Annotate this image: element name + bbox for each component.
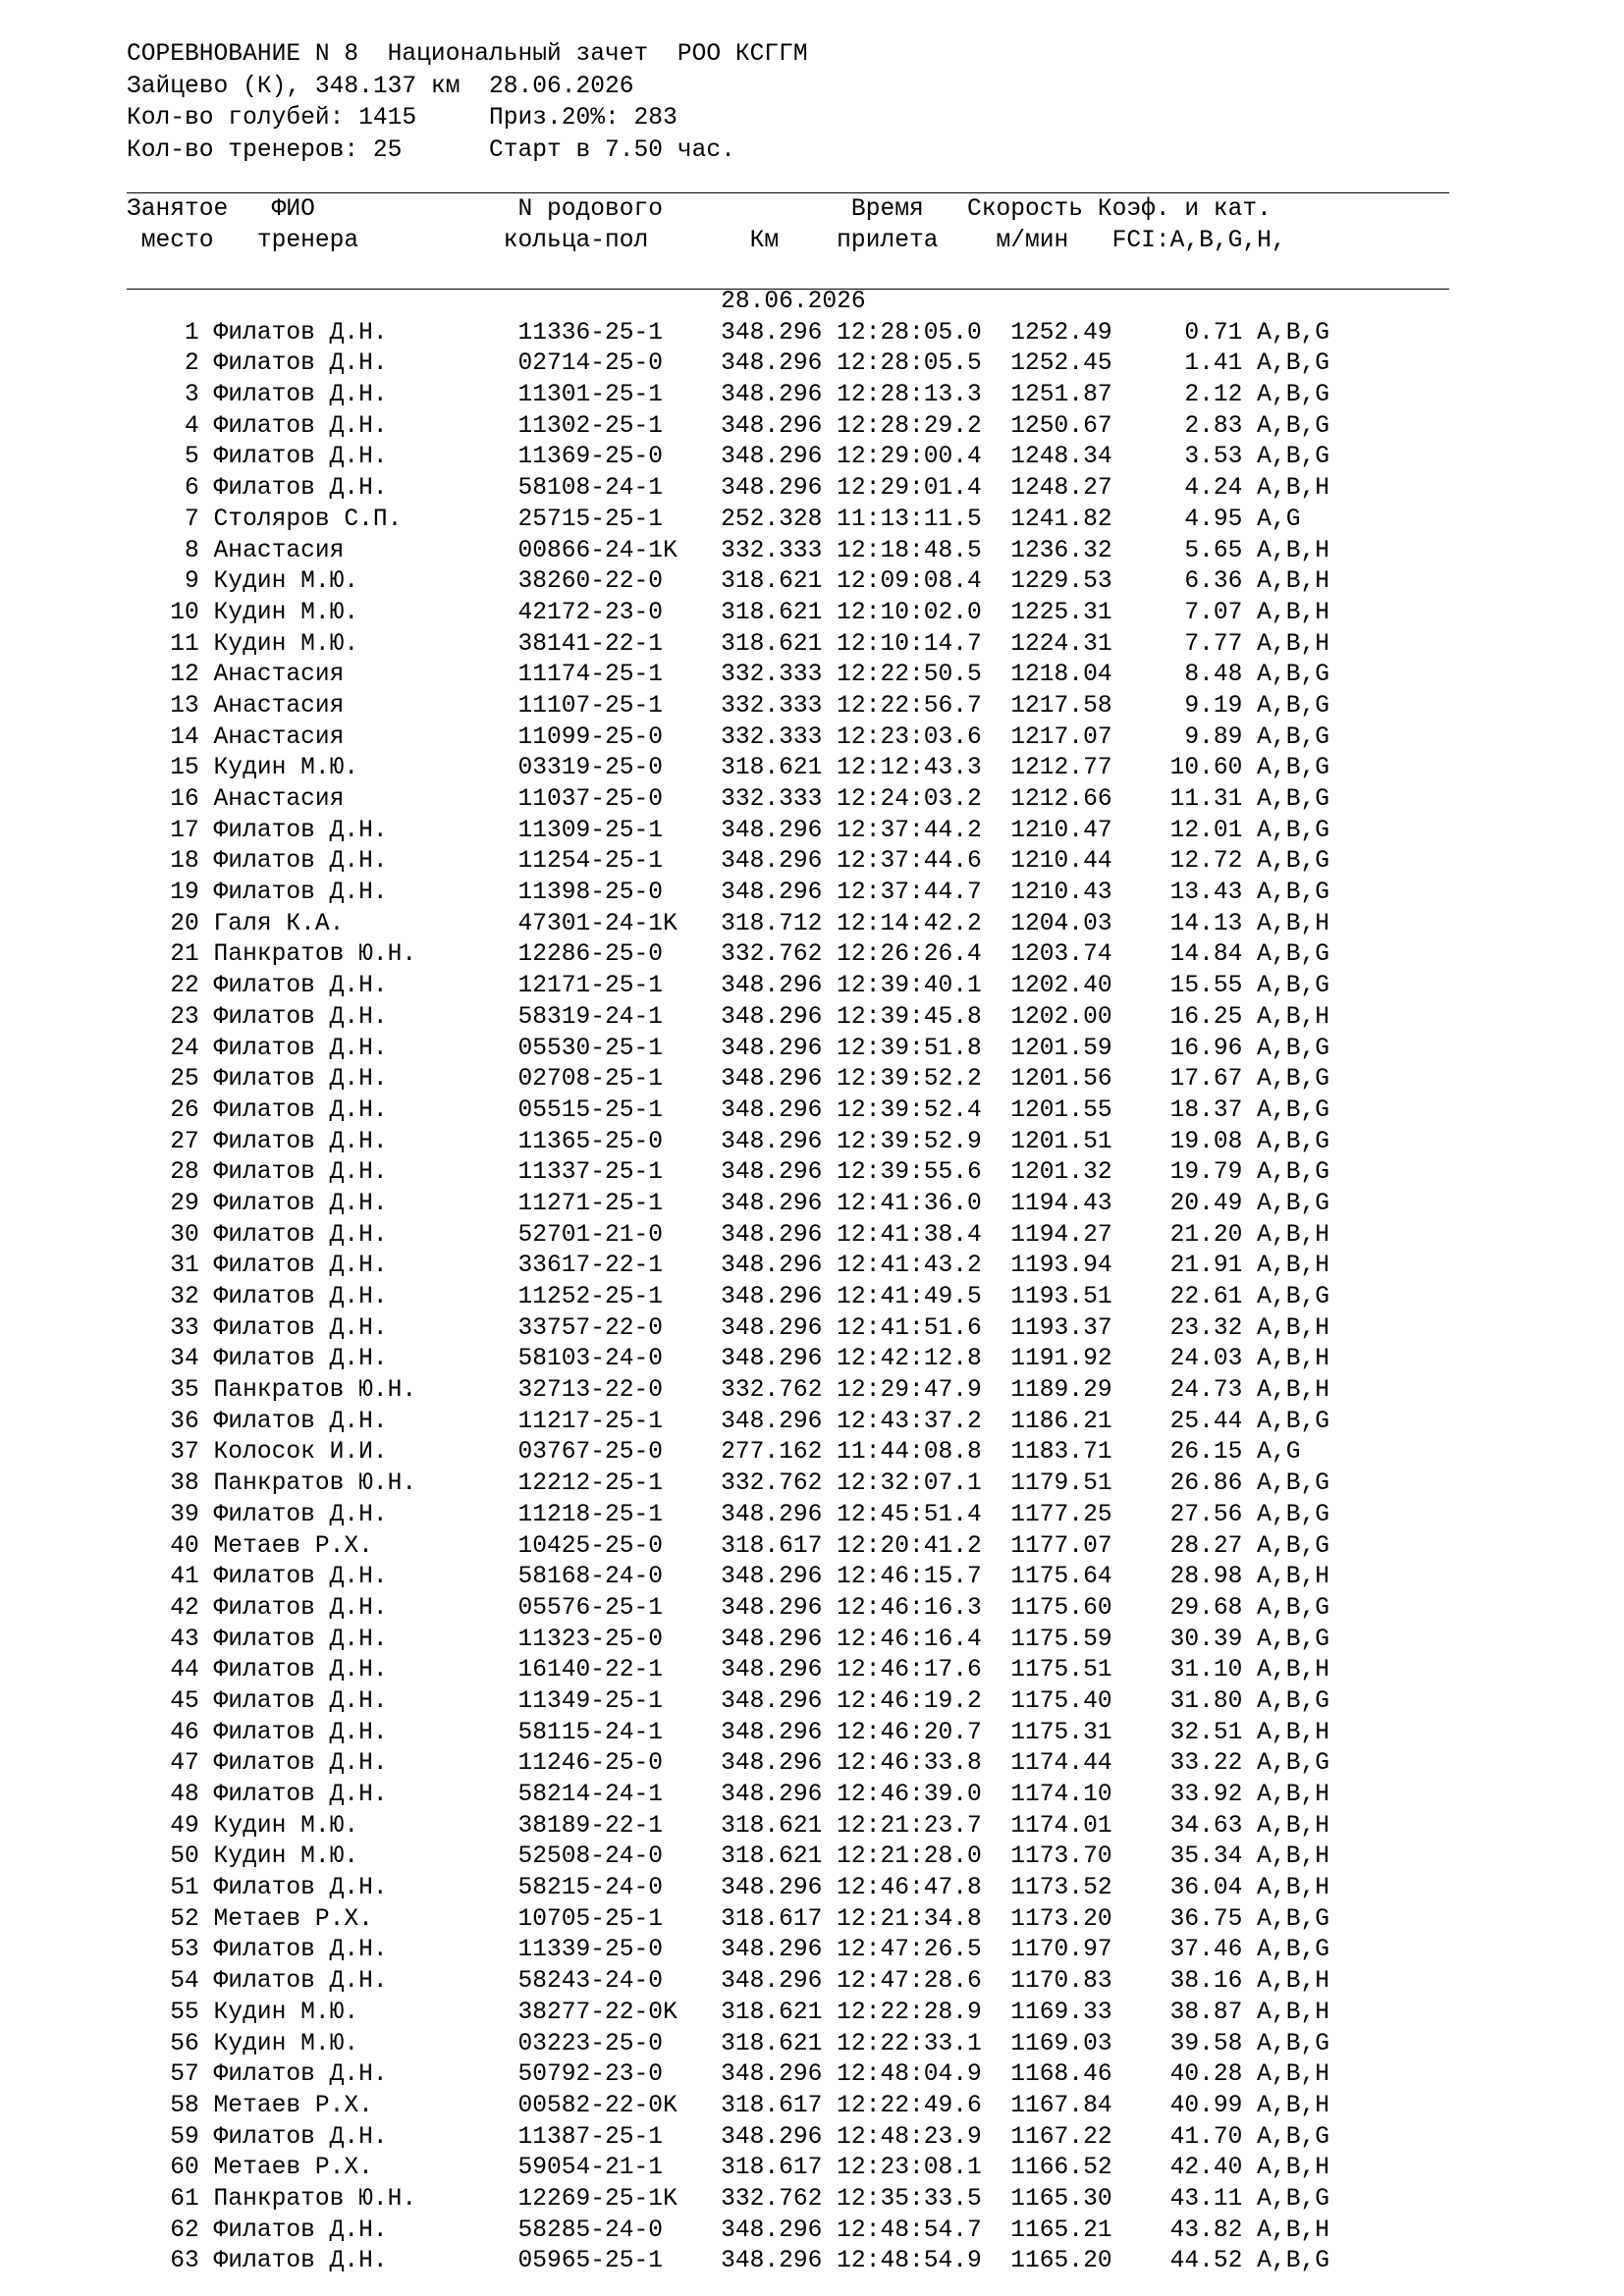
result-row: 16 Анастасия 11037-25-0 332.333 12:24:03.2 1212.66 11.31 A,B,G — [127, 786, 1329, 813]
report-header — [127, 39, 808, 167]
result-row: 46 Филатов Д.Н. 58115-24-1 348.296 12:46:20.7 1175.31 32.51 A,B,H — [127, 1719, 1329, 1746]
result-row: 48 Филатов Д.Н. 58214-24-1 348.296 12:46:39.0 1174.10 33.92 A,B,H — [127, 1782, 1329, 1808]
result-row: 55 Кудин М.Ю. 38277-22-0K 318.621 12:22:28.9 1169.33 38.87 A,B,H — [127, 1999, 1329, 2026]
result-row: 21 Панкратов Ю.Н. 12286-25-0 332.762 12:26:26.4 1203.74 14.84 A,B,G — [127, 941, 1329, 969]
result-row: 36 Филатов Д.Н. 11217-25-1 348.296 12:43:37.2 1186.21 25.44 A,B,G — [127, 1408, 1329, 1435]
result-row: 19 Филатов Д.Н. 11398-25-0 348.296 12:37:44.7 1210.43 13.43 A,B,G — [127, 880, 1329, 907]
result-row: 20 Галя К.А. 47301-24-1K 318.712 12:14:42.2 1204.03 14.13 A,B,H — [127, 910, 1329, 937]
result-row: 18 Филатов Д.Н. 11254-25-1 348.296 12:37:44.6 1210.44 12.72 A,B,G — [127, 848, 1329, 876]
result-row: 44 Филатов Д.Н. 16140-22-1 348.296 12:46:17.6 1175.51 31.10 A,B,H — [127, 1657, 1329, 1684]
result-row: 45 Филатов Д.Н. 11349-25-1 348.296 12:46:19.2 1175.40 31.80 A,B,G — [127, 1687, 1329, 1715]
result-row: 35 Панкратов Ю.Н. 32713-22-0 332.762 12:29:47.9 1189.29 24.73 A,B,H — [127, 1377, 1329, 1405]
result-row: 62 Филатов Д.Н. 58285-24-0 348.296 12:48:54.7 1165.21 43.82 A,B,H — [127, 2216, 1329, 2244]
result-row: 24 Филатов Д.Н. 05530-25-1 348.296 12:39:51.8 1201.59 16.96 A,B,G — [127, 1035, 1329, 1062]
result-row: 28 Филатов Д.Н. 11337-25-1 348.296 12:39:55.6 1201.32 19.79 A,B,G — [127, 1159, 1329, 1187]
result-row: 38 Панкратов Ю.Н. 12212-25-1 332.762 12:32:07.1 1179.51 26.86 A,B,G — [127, 1470, 1329, 1498]
result-row: 52 Метаев Р.Х. 10705-25-1 318.617 12:21:34.8 1173.20 36.75 A,B,G — [127, 1905, 1329, 1933]
result-row: 47 Филатов Д.Н. 11246-25-0 348.296 12:46:33.8 1174.44 33.22 A,B,G — [127, 1750, 1329, 1778]
result-row: 13 Анастасия 11107-25-1 332.333 12:22:56.7 1217.58 9.19 A,B,G — [127, 692, 1329, 720]
result-row: 6 Филатов Д.Н. 58108-24-1 348.296 12:29:01.4 1248.27 4.24 A,B,H — [127, 475, 1329, 503]
result-row: 41 Филатов Д.Н. 58168-24-0 348.296 12:46:15.7 1175.64 28.98 A,B,H — [127, 1564, 1329, 1591]
result-row: 10 Кудин М.Ю. 42172-23-0 318.621 12:10:02.0 1225.31 7.07 A,B,H — [127, 599, 1329, 626]
result-row: 23 Филатов Д.Н. 58319-24-1 348.296 12:39:45.8 1202.00 16.25 A,B,H — [127, 1003, 1329, 1031]
result-row: 4 Филатов Д.Н. 11302-25-1 348.296 12:28:29.2 1250.67 2.83 A,B,G — [127, 412, 1329, 440]
result-row: 9 Кудин М.Ю. 38260-22-0 318.621 12:09:08.4 1229.53 6.36 A,B,H — [127, 568, 1329, 596]
result-row: 57 Филатов Д.Н. 50792-23-0 348.296 12:48:04.9 1168.46 40.28 A,B,H — [127, 2061, 1329, 2089]
result-row: 54 Филатов Д.Н. 58243-24-0 348.296 12:47:28.6 1170.83 38.16 A,B,H — [127, 1968, 1329, 1996]
pigeons-count-line: Кол-во голубей: 1415 Приз.20%: 283 — [127, 105, 677, 132]
result-row: 14 Анастасия 11099-25-0 332.333 12:23:03.6 1217.07 9.89 A,B,G — [127, 723, 1329, 751]
result-row: 37 Колосок И.И. 03767-25-0 277.162 11:44:08.8 1183.71 26.15 A,G — [127, 1439, 1301, 1467]
result-row: 40 Метаев Р.Х. 10425-25-0 318.617 12:20:41.2 1177.07 28.27 A,B,G — [127, 1532, 1329, 1560]
column-header-row-1: Занятое ФИО N родового Время Скорость Коэф. и кат. — [127, 196, 1272, 223]
result-row: 50 Кудин М.Ю. 52508-24-0 318.621 12:21:28.0 1173.70 35.34 A,B,H — [127, 1843, 1329, 1871]
result-row: 25 Филатов Д.Н. 02708-25-1 348.296 12:39:52.2 1201.56 17.67 A,B,G — [127, 1066, 1329, 1094]
result-row: 58 Метаев Р.Х. 00582-22-0K 318.617 12:22:49.6 1167.84 40.99 A,B,H — [127, 2092, 1329, 2119]
result-row: 60 Метаев Р.Х. 59054-21-1 318.617 12:23:08.1 1166.52 42.40 A,B,H — [127, 2155, 1329, 2182]
trainers-count-line: Кол-во тренеров: 25 Старт в 7.50 час. — [127, 136, 735, 164]
result-row: 12 Анастасия 11174-25-1 332.333 12:22:50.5 1218.04 8.48 A,B,G — [127, 662, 1329, 689]
result-row: 15 Кудин М.Ю. 03319-25-0 318.621 12:12:43.3 1212.77 10.60 A,B,G — [127, 755, 1329, 782]
result-row: 63 Филатов Д.Н. 05965-25-1 348.296 12:48:54.9 1165.20 44.52 A,B,G — [127, 2248, 1329, 2275]
result-row: 33 Филатов Д.Н. 33757-22-0 348.296 12:41:51.6 1193.37 23.32 A,B,H — [127, 1314, 1329, 1342]
result-row: 11 Кудин М.Ю. 38141-22-1 318.621 12:10:14.7 1224.31 7.77 A,B,H — [127, 630, 1329, 658]
result-row: 30 Филатов Д.Н. 52701-21-0 348.296 12:41:38.4 1194.27 21.20 A,B,H — [127, 1221, 1329, 1249]
results-table — [127, 287, 1329, 2277]
result-row: 53 Филатов Д.Н. 11339-25-0 348.296 12:47:26.5 1170.97 37.46 A,B,G — [127, 1937, 1329, 1964]
result-row: 3 Филатов Д.Н. 11301-25-1 348.296 12:28:13.3 1251.87 2.12 A,B,G — [127, 382, 1329, 409]
result-row: 17 Филатов Д.Н. 11309-25-1 348.296 12:37:44.2 1210.47 12.01 A,B,G — [127, 817, 1329, 844]
result-row: 7 Столяров С.П. 25715-25-1 252.328 11:13:11.5 1241.82 4.95 A,G — [127, 506, 1301, 533]
result-row: 34 Филатов Д.Н. 58103-24-0 348.296 12:42:12.8 1191.92 24.03 A,B,H — [127, 1346, 1329, 1373]
result-row: 42 Филатов Д.Н. 05576-25-1 348.296 12:46:16.3 1175.60 29.68 A,B,G — [127, 1594, 1329, 1622]
result-row: 1 Филатов Д.Н. 11336-25-1 348.296 12:28:05.0 1252.49 0.71 A,B,G — [127, 319, 1329, 347]
result-row: 26 Филатов Д.Н. 05515-25-1 348.296 12:39:52.4 1201.55 18.37 A,B,G — [127, 1096, 1329, 1124]
result-row: 51 Филатов Д.Н. 58215-24-0 348.296 12:46:47.8 1173.52 36.04 A,B,H — [127, 1875, 1329, 1902]
result-row: 56 Кудин М.Ю. 03223-25-0 318.621 12:22:33.1 1169.03 39.58 A,B,G — [127, 2030, 1329, 2057]
flight-date: 28.06.2026 — [127, 289, 866, 315]
release-point-line: Зайцево (К), 348.137 км 28.06.2026 — [127, 73, 634, 100]
result-row: 39 Филатов Д.Н. 11218-25-1 348.296 12:45:51.4 1177.25 27.56 A,B,G — [127, 1501, 1329, 1528]
column-header-row-2: место тренера кольца-пол Км прилета м/мин FCI:A,B,G,H, — [127, 227, 1286, 254]
result-row: 29 Филатов Д.Н. 11271-25-1 348.296 12:41:36.0 1194.43 20.49 A,B,G — [127, 1190, 1329, 1217]
result-row: 5 Филатов Д.Н. 11369-25-0 348.296 12:29:00.4 1248.34 3.53 A,B,G — [127, 444, 1329, 471]
competition-title: СОРЕВНОВАНИЕ N 8 Национальный зачет РОО КСГГМ — [127, 41, 808, 68]
result-row: 49 Кудин М.Ю. 38189-22-1 318.621 12:21:23.7 1174.01 34.63 A,B,H — [127, 1812, 1329, 1840]
result-row: 31 Филатов Д.Н. 33617-22-1 348.296 12:41:43.2 1193.94 21.91 A,B,H — [127, 1253, 1329, 1280]
result-row: 32 Филатов Д.Н. 11252-25-1 348.296 12:41:49.5 1193.51 22.61 A,B,G — [127, 1284, 1329, 1310]
result-row: 27 Филатов Д.Н. 11365-25-0 348.296 12:39:52.9 1201.51 19.08 A,B,G — [127, 1128, 1329, 1155]
column-headers — [127, 194, 1286, 256]
result-row: 61 Панкратов Ю.Н. 12269-25-1K 332.762 12:35:33.5 1165.30 43.11 A,B,G — [127, 2185, 1329, 2213]
result-row: 22 Филатов Д.Н. 12171-25-1 348.296 12:39:40.1 1202.40 15.55 A,B,G — [127, 973, 1329, 1000]
result-row: 43 Филатов Д.Н. 11323-25-0 348.296 12:46:16.4 1175.59 30.39 A,B,G — [127, 1626, 1329, 1653]
result-row: 8 Анастасия 00866-24-1K 332.333 12:18:48.5 1236.32 5.65 A,B,H — [127, 537, 1329, 564]
result-row: 2 Филатов Д.Н. 02714-25-0 348.296 12:28:05.5 1252.45 1.41 A,B,G — [127, 350, 1329, 378]
header-rule-top — [127, 192, 1449, 193]
result-row: 59 Филатов Д.Н. 11387-25-1 348.296 12:48:23.9 1167.22 41.70 A,B,G — [127, 2123, 1329, 2151]
